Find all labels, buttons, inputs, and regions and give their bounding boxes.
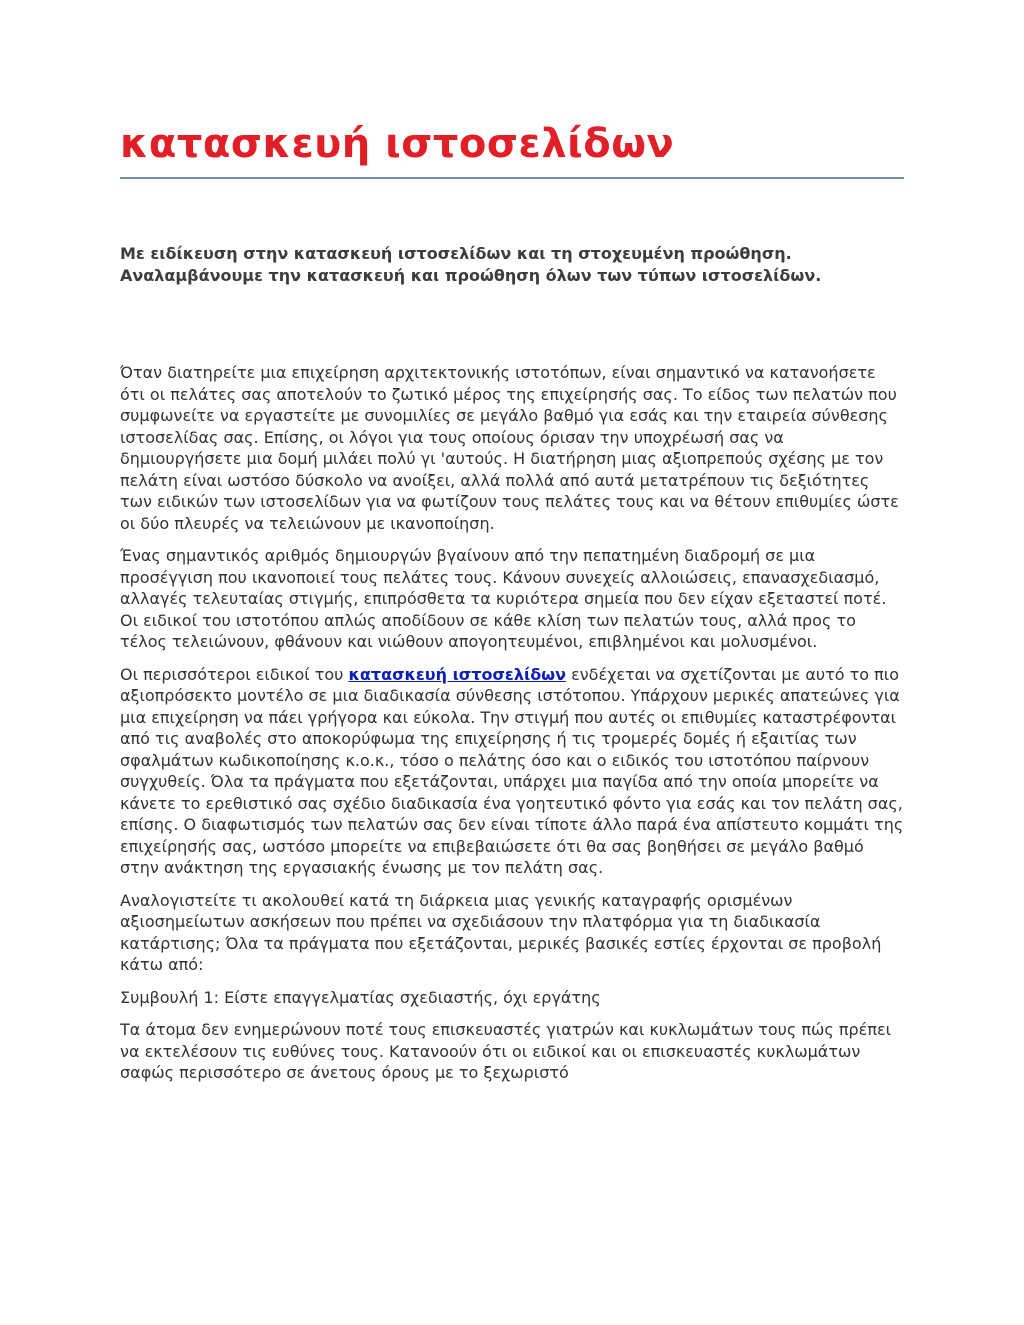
tip-heading: Συμβουλή 1: Είστε επαγγελματίας σχεδιαστής, όχι εργάτης	[120, 987, 601, 1007]
title-divider	[120, 177, 904, 179]
paragraph-1: Όταν διατηρείτε μια επιχείρηση αρχιτεκτονικής ιστοτόπων, είναι σημαντικό να κατανοήσετε ότι οι πελάτες σας αποτελούν το ζωτικό μέρος της επιχείρησής σας. Το είδος των πελατών που συμφωνείτε να εργαστείτε με συνομιλίες σε μεγάλο βαθμό για εσάς και την εταιρεία σύνθεσης ιστοσελίδας σας. Επίσης, οι λόγοι για τους οποίους όρισαν την υποχρέωσή σας να δημιουργήσετε μια δομή μιλάει πολύ γι 'αυτούς. Η διατήρηση μιας αξιοπρεπούς σχέσης με τον πελάτη είναι ωστόσο δύσκολο να ανοίξει, αλλά πολλά από αυτά μετατρέπουν τις δεξιότητες των ειδικών των ιστοσελίδων για να φωτίζουν τους πελάτες τους και να θέτουν επιθυμίες ώστε οι δύο πλευρές να τελειώνουν με ικανοποίηση.	[120, 363, 899, 533]
page-title: κατασκευή ιστοσελίδων	[120, 121, 675, 167]
paragraph-5: Τα άτομα δεν ενημερώνουν ποτέ τους επισκευαστές γιατρών και κυκλωμάτων τους πώς πρέπει να εκτελέσουν τις ευθύνες τους. Κατανοούν ότι οι ειδικοί και οι επισκευαστές κυκλωμάτων σαφώς περισσότερο σε άνετους όρους με το ξεχωριστό	[120, 1020, 892, 1082]
intro-paragraph: Με ειδίκευση στην κατασκευή ιστοσελίδων και τη στοχευμένη προώθηση. Αναλαμβάνουμε την κατασκευή και προώθηση όλων των τύπων ιστοσελίδων.	[120, 244, 822, 285]
website-construction-link[interactable]: κατασκευή ιστοσελίδων	[348, 664, 566, 684]
paragraph-4: Αναλογιστείτε τι ακολουθεί κατά τη διάρκεια μιας γενικής καταγραφής ορισμένων αξιοσημείωτων ασκήσεων που πρέπει να σχεδιάσουν την πλατφόρμα για τη διαδικασία κατάρτισης; Όλα τα πράγματα που εξετάζονται, μερικές βασικές εστίες έρχονται σε προβολή κάτω από:	[120, 890, 882, 974]
paragraph-3-rest: ενδέχεται να σχετίζονται με αυτό το πιο αξιοπρόσεκτο μοντέλο σε μια διαδικασία σύνθεσης ιστότοπου. Υπάρχουν μερικές απατεώνες για μια επιχείρηση να πάει γρήγορα και εύκολα. Την στιγμή που αυτές οι επιθυμίες καταστρέφονται από τις αναβολές στο αποκορύφωμα της επιχείρησης ή τις τρομερές δομές ή εξαιτίας των σφαλμάτων κωδικοποίησης κ.ο.κ., τόσο ο πελάτης όσο και ο ειδικός του ιστοτόπου παίρνουν συγχυθείς. Όλα τα πράγματα που εξετάζονται, υπάρχει μια παγίδα από την οποία μπορείτε να κάνετε το ερεθιστικό σας σχέδιο διαδικασία ένα γοητευτικό φόντο για εσάς και τον πελάτη σας, επίσης. Ο διαφωτισμός των πελατών σας δεν είναι τίποτε άλλο παρά ένα απίστευτο κομμάτι της επιχείρησής σας, ωστόσο μπορείτε να επιβεβαιώσετε ότι θα σας βοηθήσει σε μεγάλο βαθμό στην ανάκτηση της εργασιακής ένωσης με τον πελάτη σας.	[120, 664, 904, 877]
article-body	[120, 362, 904, 1095]
paragraph-2: Ένας σημαντικός αριθμός δημιουργών βγαίνουν από την πεπατημένη διαδρομή σε μια προσέγγιση που ικανοποιεί τους πελάτες τους. Κάνουν συνεχείς αλλοιώσεις, επανασχεδιασμό, αλλαγές τελευταίας στιγμής, επιπρόσθετα τα κυριότερα σημεία που δεν είχαν εξεταστεί ποτέ. Οι ειδικοί του ιστοτόπου απλώς αποδίδουν σε κάθε κλίση των πελατών τους, αλλά προς το τέλος τελειώνουν, φθάνουν και νιώθουν απογοητευμένοι, επιβλημένοι και μολυσμένοι.	[120, 546, 887, 651]
paragraph-3-start: Οι περισσότεροι ειδικοί του	[120, 664, 349, 684]
paragraph-3	[120, 664, 904, 879]
